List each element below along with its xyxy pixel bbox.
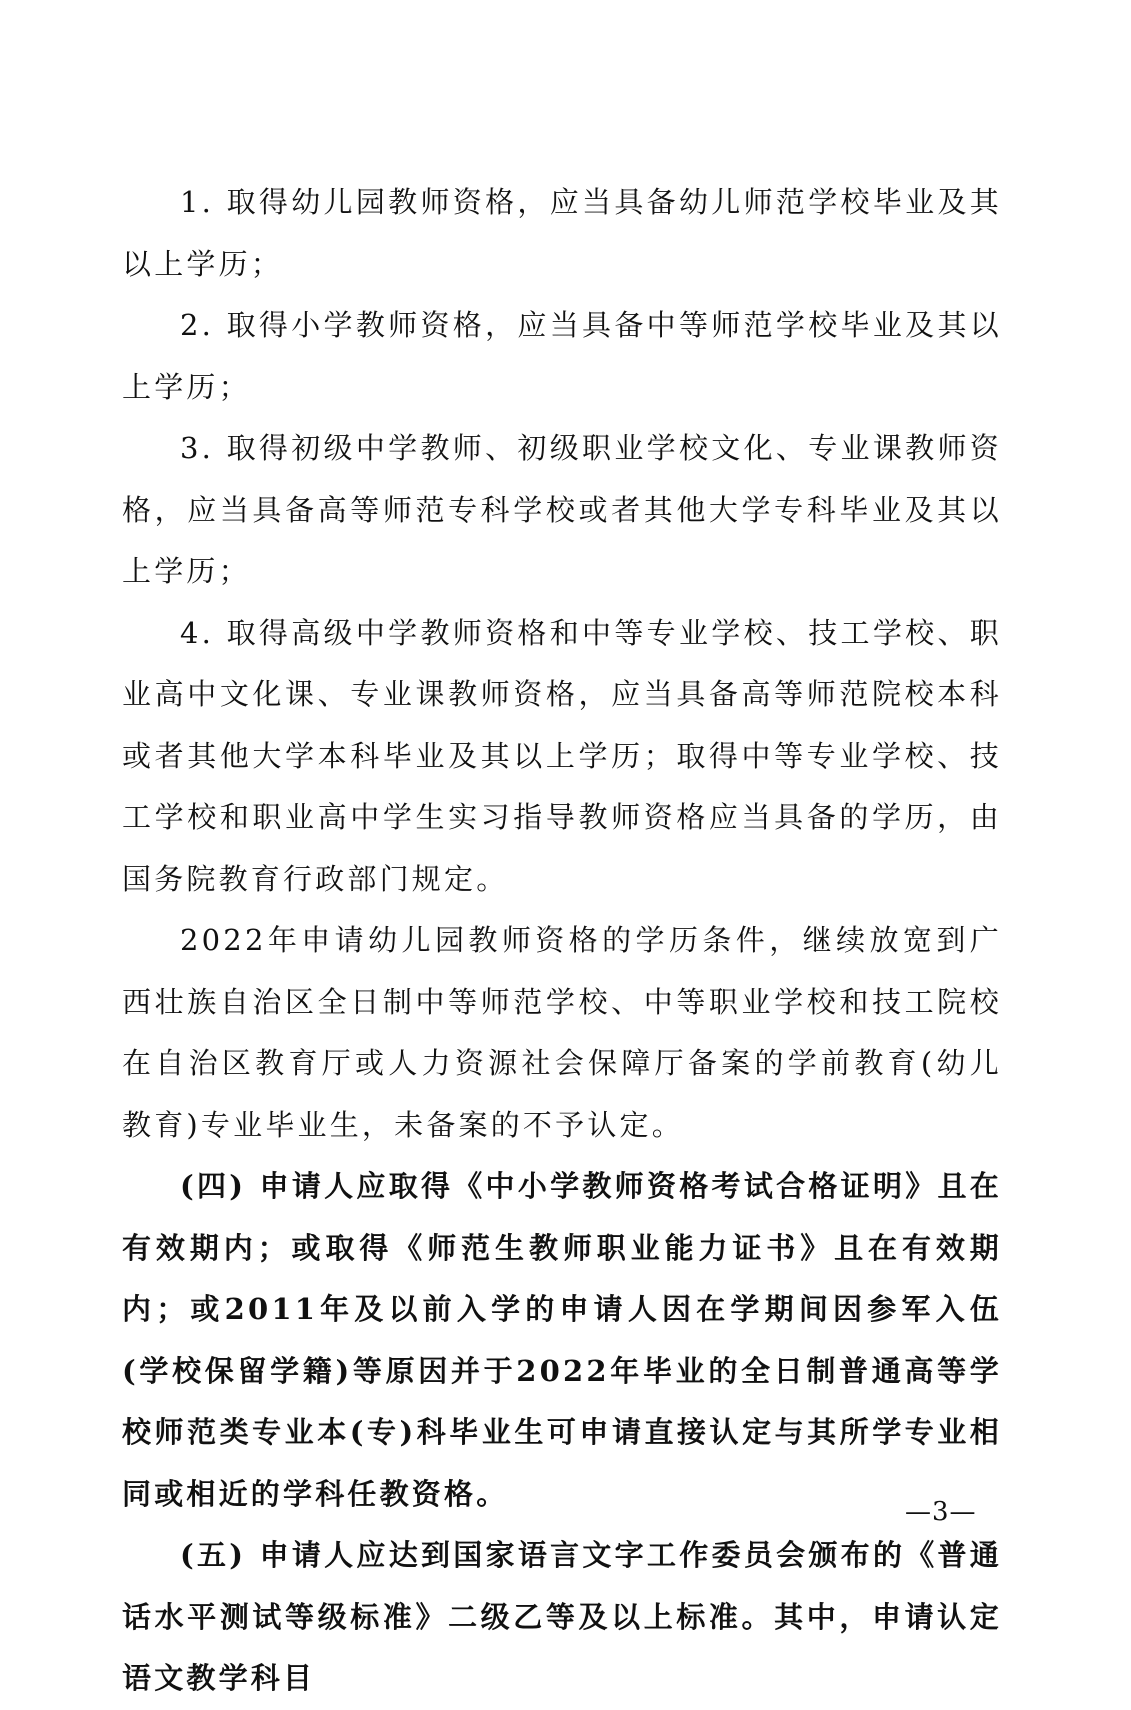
- page-number: —3—: [905, 1497, 977, 1527]
- paragraph-item-3: 3. 取得初级中学教师、初级职业学校文化、专业课教师资格，应当具备高等师范专科学校或者其他大学专科毕业及其以上学历；: [122, 431, 1002, 588]
- paragraph-item-2: 2. 取得小学教师资格，应当具备中等师范学校毕业及其以上学历；: [122, 308, 1002, 404]
- paragraph-item-1: 1. 取得幼儿园教师资格，应当具备幼儿师范学校毕业及其以上学历；: [122, 185, 1002, 281]
- paragraph-item-4: 4. 取得高级中学教师资格和中等专业学校、技工学校、职业高中文化课、专业课教师资格，应当具备高等师范院校本科或者其他大学本科毕业及其以上学历；取得中等专业学校、技工学校和职业高中学生实习指导教师资格应当具备的学历，由国务院教育行政部门规定。: [122, 615, 1002, 896]
- document-body: [122, 172, 1002, 1710]
- paragraph-2022-kindergarten: 2022年申请幼儿园教师资格的学历条件，继续放宽到广西壮族自治区全日制中等师范学校、中等职业学校和技工院校在自治区教育厅或人力资源社会保障厅备案的学前教育(幼儿教育)专业毕业生，未备案的不予认定。: [122, 923, 1002, 1142]
- paragraph-section-4: (四) 申请人应取得《中小学教师资格考试合格证明》且在有效期内；或取得《师范生教师职业能力证书》且在有效期内；或2011年及以前入学的申请人因在学期间因参军入伍(学校保留学籍)等原因并于2022年毕业的全日制普通高等学校师范类专业本(专)科毕业生可申请直接认定与其所学专业相同或相近的学科任教资格。: [122, 1169, 1002, 1511]
- paragraph-section-5: (五) 申请人应达到国家语言文字工作委员会颁布的《普通话水平测试等级标准》二级乙等及以上标准。其中，申请认定语文教学科目: [122, 1538, 1002, 1695]
